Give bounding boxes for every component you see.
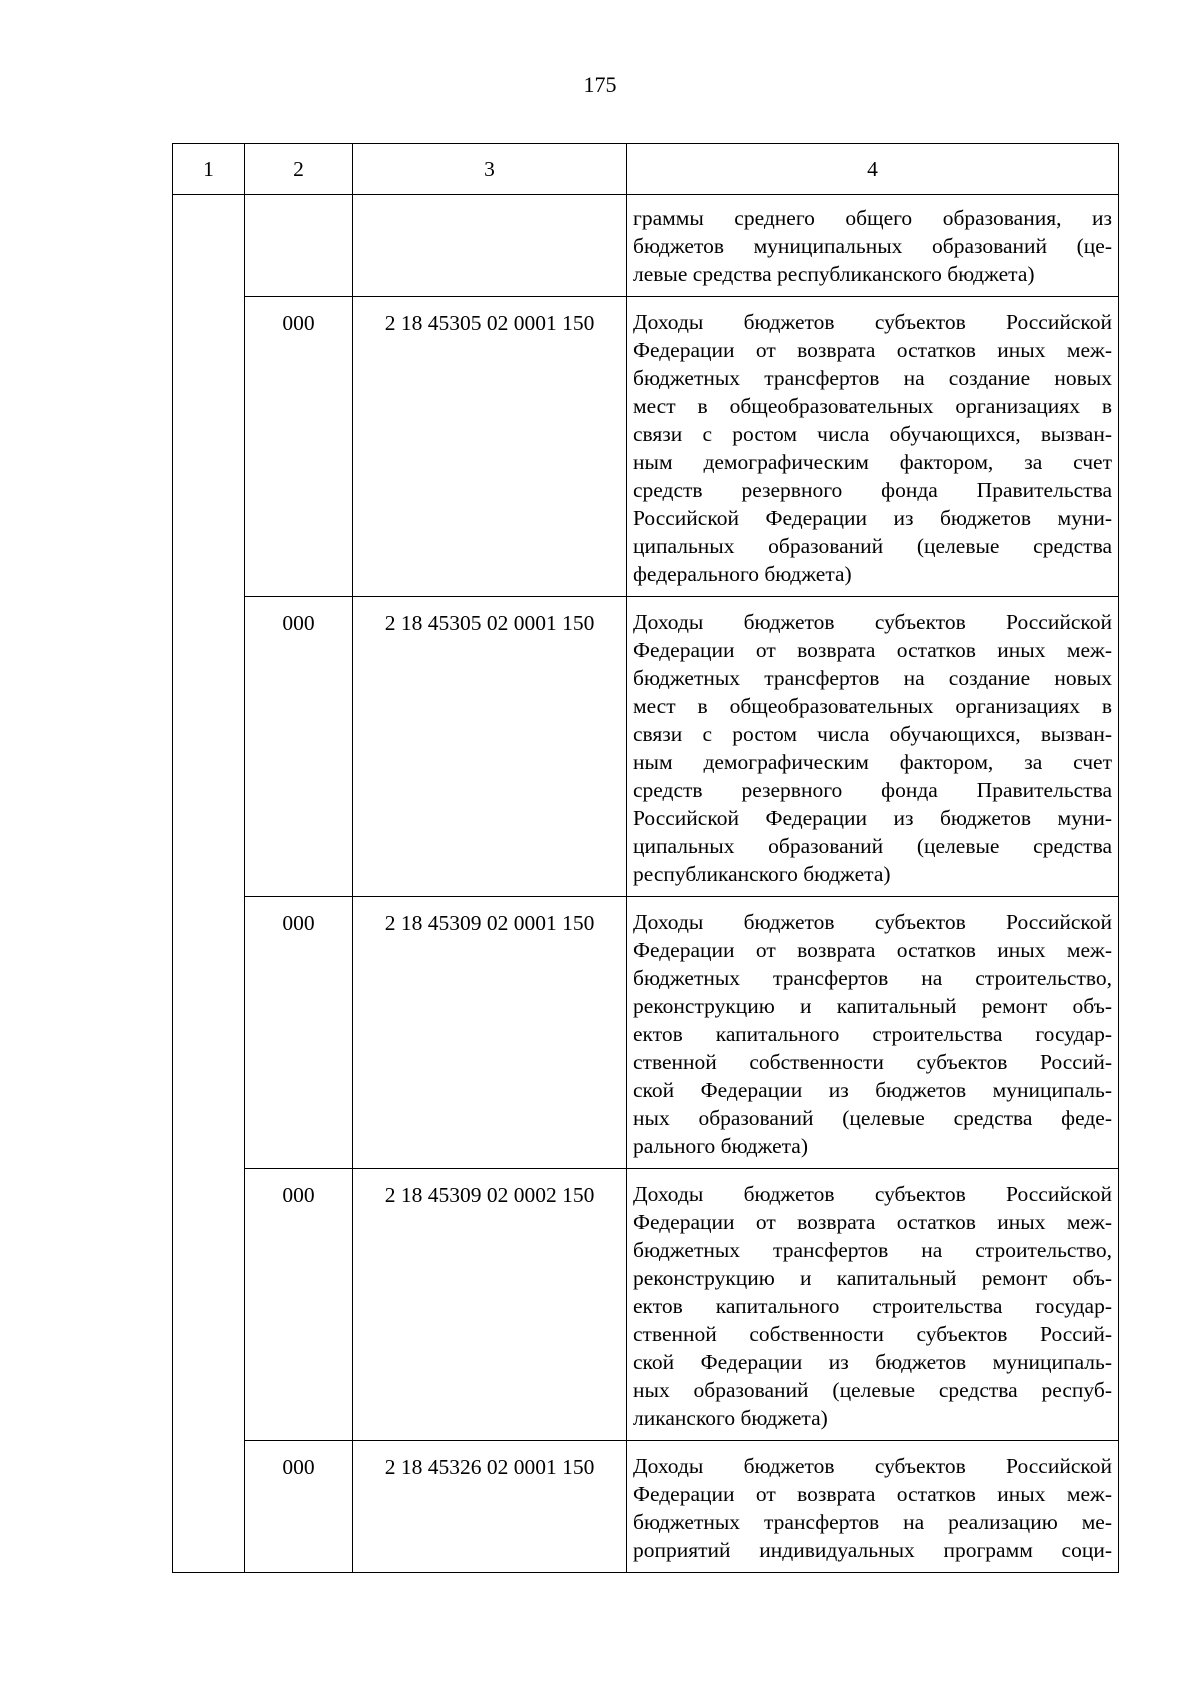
- kbk-code-cell: 2 18 45309 02 0002 150: [353, 1169, 627, 1441]
- description-line: ных образований (целевые средства феде-: [633, 1106, 1112, 1130]
- description-cell: [627, 1169, 1119, 1441]
- description-cell: [627, 195, 1119, 297]
- description-line: реконструкцию и капитальный ремонт объ-: [633, 1266, 1112, 1290]
- header-col-2: 2: [245, 144, 353, 195]
- description-line: Доходы бюджетов субъектов Российской: [633, 310, 1112, 334]
- description-line: Федерации от возврата остатков иных меж-: [633, 938, 1112, 962]
- description-line: ской Федерации из бюджетов муниципаль-: [633, 1078, 1112, 1102]
- description-line: связи с ростом числа обучающихся, вызван-: [633, 722, 1112, 746]
- header-col-3: 3: [353, 144, 627, 195]
- description-line: ным демографическим фактором, за счет: [633, 450, 1112, 474]
- description-cell: [627, 597, 1119, 897]
- kbk-code-cell: 2 18 45305 02 0001 150: [353, 597, 627, 897]
- description-line: ственной собственности субъектов Россий-: [633, 1322, 1112, 1346]
- kbk-code-cell: 2 18 45309 02 0001 150: [353, 897, 627, 1169]
- description-line: граммы среднего общего образования, из: [633, 206, 1112, 230]
- description-line: Федерации от возврата остатков иных меж-: [633, 338, 1112, 362]
- description-line: ципальных образований (целевые средства: [633, 834, 1112, 858]
- kbk-code-cell: 2 18 45305 02 0001 150: [353, 297, 627, 597]
- description-line: Доходы бюджетов субъектов Российской: [633, 1454, 1112, 1478]
- description-line: Федерации от возврата остатков иных меж-: [633, 1210, 1112, 1234]
- description-line: Доходы бюджетов субъектов Российской: [633, 1182, 1112, 1206]
- description-line: ской Федерации из бюджетов муниципаль-: [633, 1350, 1112, 1374]
- description-cell: [627, 1441, 1119, 1573]
- description-line: рального бюджета): [633, 1134, 809, 1158]
- description-line: Российской Федерации из бюджетов муни-: [633, 506, 1112, 530]
- description-line: ектов капитального строительства государ-: [633, 1294, 1112, 1318]
- header-col-1: 1: [173, 144, 245, 195]
- description-line: средств резервного фонда Правительства: [633, 778, 1112, 802]
- description-line: бюджетных трансфертов на реализацию ме-: [633, 1510, 1112, 1534]
- description-line: бюджетов муниципальных образований (це-: [633, 234, 1112, 258]
- description-line: Федерации от возврата остатков иных меж-: [633, 638, 1112, 662]
- description-cell: [627, 297, 1119, 597]
- table-header-row: [173, 144, 1119, 195]
- table-row: [173, 297, 1119, 597]
- description-line: роприятий индивидуальных программ соци-: [633, 1538, 1112, 1562]
- description-line: ципальных образований (целевые средства: [633, 534, 1112, 558]
- description-line: бюджетных трансфертов на создание новых: [633, 366, 1112, 390]
- table-row: [173, 1169, 1119, 1441]
- description-line: Доходы бюджетов субъектов Российской: [633, 610, 1112, 634]
- description-line: бюджетных трансфертов на создание новых: [633, 666, 1112, 690]
- description-line: ным демографическим фактором, за счет: [633, 750, 1112, 774]
- description-line: мест в общеобразовательных организациях в: [633, 694, 1112, 718]
- description-line: ных образований (целевые средства респуб-: [633, 1378, 1112, 1402]
- table-row: [173, 897, 1119, 1169]
- description-line: Федерации от возврата остатков иных меж-: [633, 1482, 1112, 1506]
- kbk-code-cell: [353, 195, 627, 297]
- description-line: мест в общеобразовательных организациях в: [633, 394, 1112, 418]
- description-line: левые средства республиканского бюджета): [633, 262, 1035, 286]
- description-line: бюджетных трансфертов на строительство,: [633, 1238, 1112, 1262]
- description-line: ственной собственности субъектов Россий-: [633, 1050, 1112, 1074]
- description-line: связи с ростом числа обучающихся, вызван-: [633, 422, 1112, 446]
- description-line: федерального бюджета): [633, 562, 852, 586]
- admin-code-cell: 000: [245, 597, 353, 897]
- description-line: средств резервного фонда Правительства: [633, 478, 1112, 502]
- table-row: [173, 195, 1119, 297]
- description-line: бюджетных трансфертов на строительство,: [633, 966, 1112, 990]
- description-line: ектов капитального строительства государ-: [633, 1022, 1112, 1046]
- header-col-4: 4: [627, 144, 1119, 195]
- kbk-code-cell: 2 18 45326 02 0001 150: [353, 1441, 627, 1573]
- description-line: реконструкцию и капитальный ремонт объ-: [633, 994, 1112, 1018]
- description-line: республиканского бюджета): [633, 862, 891, 886]
- description-line: Российской Федерации из бюджетов муни-: [633, 806, 1112, 830]
- admin-code-cell: [245, 195, 353, 297]
- col1-cell: [173, 195, 245, 1573]
- budget-classification-table: [172, 143, 1119, 1573]
- admin-code-cell: 000: [245, 1441, 353, 1573]
- table-row: [173, 1441, 1119, 1573]
- admin-code-cell: 000: [245, 297, 353, 597]
- table-body: [173, 195, 1119, 1573]
- admin-code-cell: 000: [245, 1169, 353, 1441]
- description-line: Доходы бюджетов субъектов Российской: [633, 910, 1112, 934]
- description-line: ликанского бюджета): [633, 1406, 828, 1430]
- description-cell: [627, 897, 1119, 1169]
- admin-code-cell: 000: [245, 897, 353, 1169]
- table-row: [173, 597, 1119, 897]
- page-number: 175: [583, 72, 617, 97]
